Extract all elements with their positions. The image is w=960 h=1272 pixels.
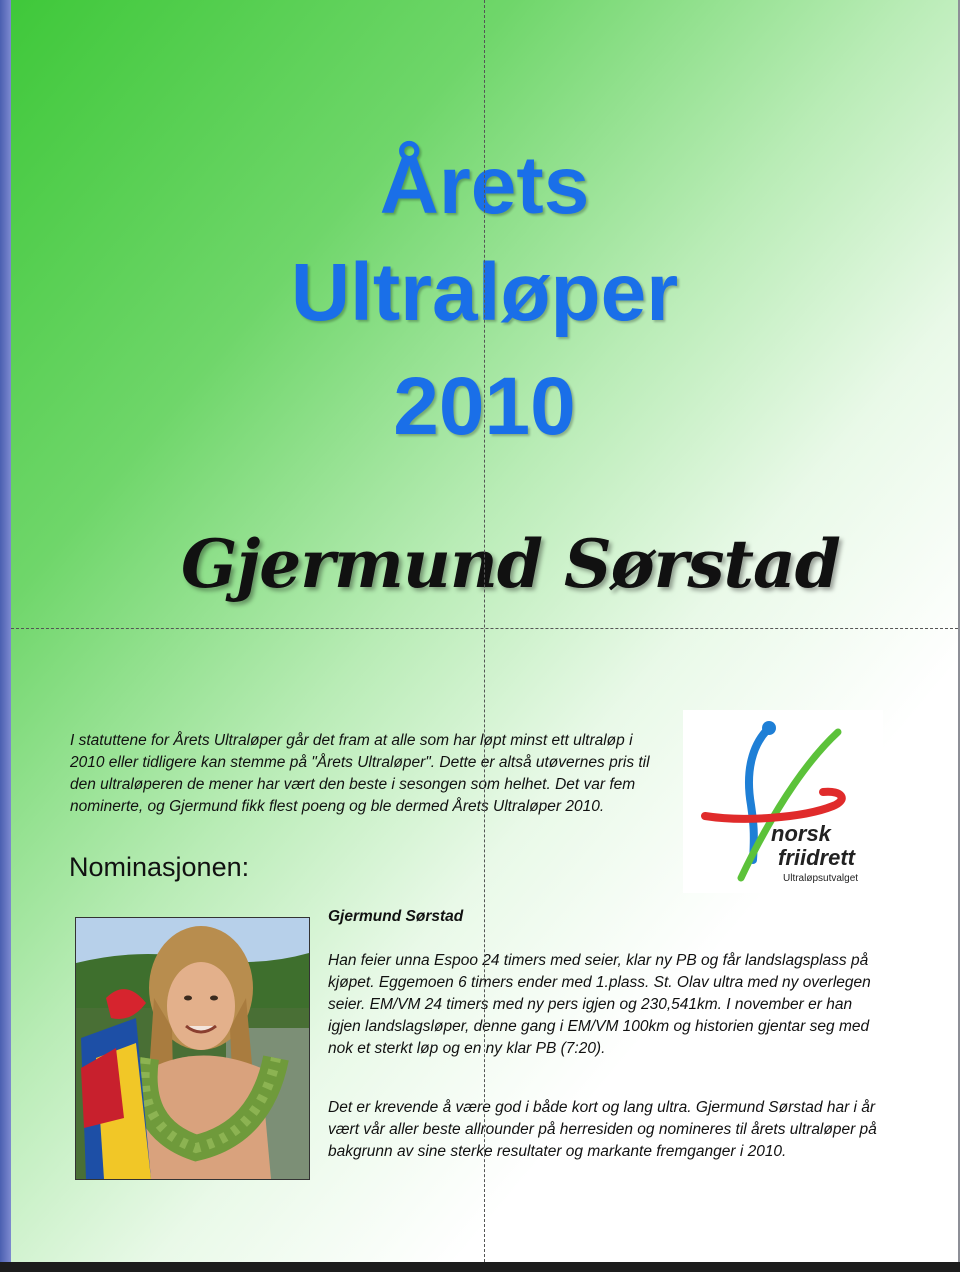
page-bottom-edge (0, 1262, 960, 1272)
document-page (11, 0, 958, 1262)
vertical-guide-line (484, 0, 485, 1262)
nominee-name: Gjermund Sørstad (328, 908, 464, 925)
norsk-friidrett-logo (683, 710, 883, 893)
horizontal-guide-line (11, 628, 958, 629)
nomination-heading: Nominasjonen: (69, 852, 250, 882)
winner-name: Gjermund Sørstad (181, 525, 840, 603)
logo-text-friidrett: friidrett (778, 845, 855, 870)
logo-subtitle: Ultraløpsutvalget (783, 873, 859, 884)
athlete-photo (75, 917, 310, 1180)
page-title-line-3: 2010 (393, 361, 576, 452)
page-title-line-1: Årets (379, 140, 590, 231)
nominee-paragraph-2: Det er krevende å være god i både kort og lang ultra. Gjermund Sørstad har i år vært vår aller beste allrounder på herresiden og nomineres til årets ultraløper på bakgrunn av sine sterke resultater og markante fremganger i 2010. (328, 1099, 877, 1160)
page-title-line-2: Ultraløper (290, 247, 679, 338)
athlete-photo-graphic (76, 918, 309, 1179)
window-edge (0, 0, 11, 1272)
intro-paragraph: I statuttene for Årets Ultraløper går det fram at alle som har løpt minst ett ultraløp i 2010 eller tidligere kan stemme på "Årets Ultraløper". Dette er altså utøvernes pris til den ultraløperen de mener har vært den beste i sesongen som helhet. Det var fem nominerte, og Gjermund fikk flest poeng og ble dermed Årets Ultraløper 2010. (70, 732, 650, 815)
logo-text-norsk: norsk (771, 821, 831, 846)
nominee-paragraph-1: Han feier unna Espoo 24 timers med seier, klar ny PB og får landslagsplass på kjøpet. Eggemoen 6 timers ender med 1.plass. St. Olav ultra med ny overlegen seier. EM/VM 24 timers med ny pers igjen og 230,541km. I november er han igjen landslagsløper, denne gang i EM/VM 100km og historien gjentar seg med nok et sterkt løp og en ny klar PB (7:20). (328, 952, 871, 1057)
